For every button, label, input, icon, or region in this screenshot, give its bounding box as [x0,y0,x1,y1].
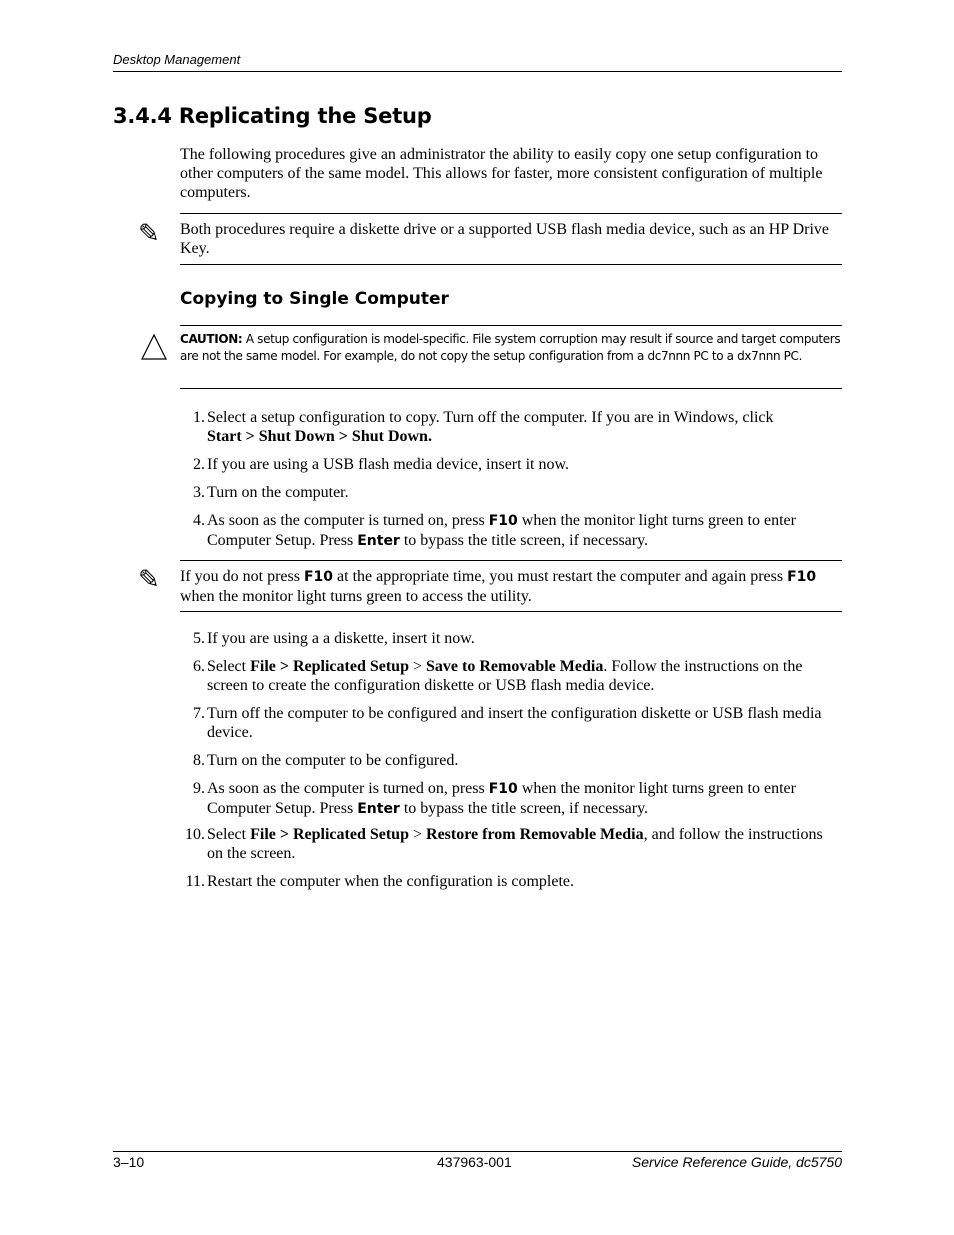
step-number: 4. [193,512,205,529]
note-text: If you do not press F10 at the appropriate time, you must restart the computer and again press F10 when the monitor light turns green to access the utility. [180,568,817,605]
step-number: 2. [193,456,205,473]
step-text: Turn off the computer to be configured and insert the configuration diskette or USB flash media device. [207,705,822,741]
step-text: As soon as the computer is turned on, press F10 when the monitor light turns green to enter Computer Setup. Press Enter to bypass the title screen, if necessary. [207,512,796,549]
caution-triangle-icon [140,333,168,361]
step-text: Select a setup configuration to copy. Turn off the computer. If you are in Windows, click Start > Shut Down > Shut Down. [207,409,774,445]
step-text: Turn on the computer to be configured. [207,752,459,769]
caution-text [180,331,842,365]
footer-rule [113,1151,842,1152]
section-title: 3.4.4 Replicating the Setup [113,104,432,128]
note-box [180,213,842,265]
step-text: Turn on the computer. [207,484,349,501]
step-number: 7. [193,705,205,722]
caution-label: CAUTION: [180,332,243,346]
pencil-note-icon: ✎ [138,219,160,249]
step-number: 11. [185,873,205,890]
step-number: 10. [185,826,205,843]
running-header: Desktop Management [113,52,241,67]
pencil-note-icon: ✎ [138,565,160,595]
caution-box [180,325,842,389]
intro-paragraph: The following procedures give an administrator the ability to easily copy one setup configuration to other computers of the same model. This allows for faster, more consistent configuration of multiple computers. [180,146,823,201]
page-number: 3–10 [113,1154,145,1170]
caution-body: A setup configuration is model-specific. File system corruption may result if source and target computers are not the same model. For example, do not copy the setup configuration from a dc7nnn PC to a dx7nnn PC. [180,332,841,363]
header-rule [113,71,842,72]
note-box [180,560,842,612]
part-number: 437963-001 [437,1154,512,1170]
step-number: 3. [193,484,205,501]
step-text: Select File > Replicated Setup > Restore from Removable Media, and follow the instructions on the screen. [207,826,823,862]
note-text: Both procedures require a diskette drive or a supported USB flash media device, such as an HP Drive Key. [180,221,829,257]
subsection-title: Copying to Single Computer [180,289,449,309]
step-text: If you are using a a diskette, insert it now. [207,630,475,647]
step-text: Select File > Replicated Setup > Save to Removable Media. Follow the instructions on the screen to create the configuration diskette or USB flash media device. [207,658,803,694]
guide-title: Service Reference Guide, dc5750 [631,1154,842,1170]
step-text: If you are using a USB flash media device, insert it now. [207,456,569,473]
step-number: 1. [193,409,205,426]
step-number: 9. [193,780,205,797]
step-text: Restart the computer when the configuration is complete. [207,873,574,890]
step-number: 6. [193,658,205,675]
step-text: As soon as the computer is turned on, press F10 when the monitor light turns green to enter Computer Setup. Press Enter to bypass the title screen, if necessary. [207,780,796,817]
step-number: 5. [193,630,205,647]
step-number: 8. [193,752,205,769]
